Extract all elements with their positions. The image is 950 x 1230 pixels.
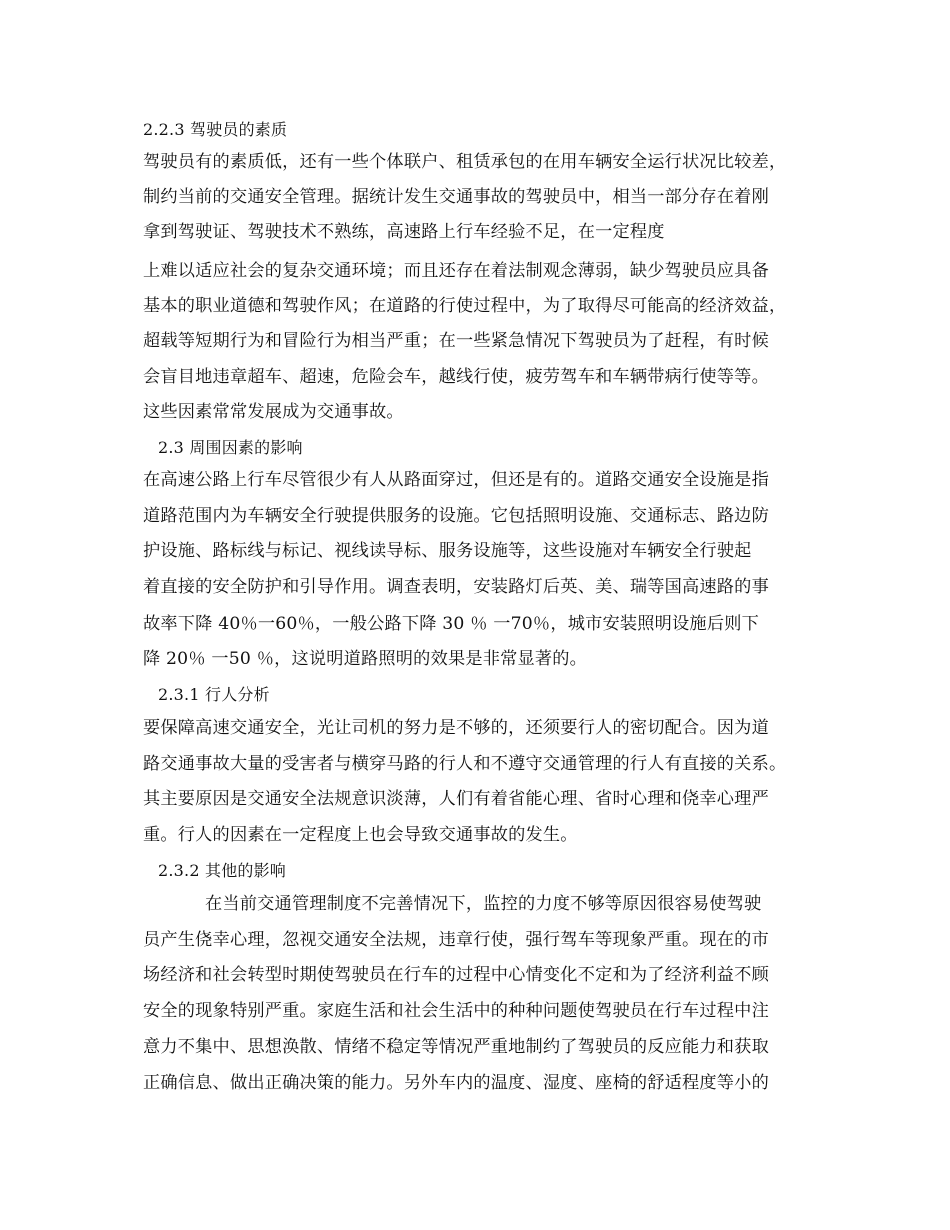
paragraph-line: 要保障高速交通安全，光让司机的努力是不够的，还须要行人的密切配合。因为道 <box>143 718 769 738</box>
section-heading-2-3-2: 2.3.2 其他的影响 <box>158 861 286 880</box>
paragraph-line: 这些因素常常发展成为交通事故。 <box>143 402 404 422</box>
paragraph-line: 超载等短期行为和冒险行为相当严重；在一些紧急情况下驾驶员为了赶程，有时候 <box>143 331 769 351</box>
paragraph-line: 意力不集中、思想涣散、情绪不稳定等情况严重地制约了驾驶员的反应能力和获取 <box>143 1037 769 1057</box>
paragraph-line: 故率下降 40％一60％，一般公路下降 30 ％ 一70％，城市安装照明设施后则下 <box>143 614 759 634</box>
paragraph-line: 道路范围内为车辆安全行驶提供服务的设施。它包括照明设施、交通标志、路边防 <box>143 506 769 526</box>
paragraph-line: 正确信息、做出正确决策的能力。另外车内的温度、湿度、座椅的舒适程度等小的 <box>143 1073 769 1093</box>
paragraph-line: 在当前交通管理制度不完善情况下，监控的力度不够等原因很容易使驾驶 <box>205 894 762 914</box>
paragraph-line: 重。行人的因素在一定程度上也会导致交通事故的发生。 <box>143 825 578 845</box>
paragraph-line: 拿到驾驶证、驾驶技术不熟练，高速路上行车经验不足，在一定程度 <box>143 222 665 242</box>
section-heading-2-2-3: 2.2.3 驾驶员的素质 <box>143 120 288 139</box>
paragraph-line: 其主要原因是交通安全法规意识淡薄，人们有着省能心理、省时心理和侥幸心理严 <box>143 789 769 809</box>
paragraph-line: 会盲目地违章超车、超速，危险会车，越线行使，疲劳驾车和车辆带病行使等等。 <box>143 367 769 387</box>
paragraph-line: 员产生侥幸心理，忽视交通安全法规，违章行使，强行驾车等现象严重。现在的市 <box>143 930 769 950</box>
paragraph-line: 在高速公路上行车尽管很少有人从路面穿过，但还是有的。道路交通安全设施是指 <box>143 470 769 490</box>
paragraph-line: 基本的职业道德和驾驶作风；在道路的行使过程中，为了取得尽可能高的经济效益， <box>143 296 787 316</box>
paragraph-line: 上难以适应社会的复杂交通环境；而且还存在着法制观念薄弱，缺少驾驶员应具备 <box>143 261 769 281</box>
paragraph-line: 场经济和社会转型时期使驾驶员在行车的过程中心情变化不定和为了经济利益不顾 <box>143 965 769 985</box>
section-heading-2-3: 2.3 周围因素的影响 <box>158 438 303 457</box>
paragraph-line: 着直接的安全防护和引导作用。调查表明，安装路灯后英、美、瑞等国高速路的事 <box>143 577 769 597</box>
paragraph-line: 降 20％ 一50 ％，这说明道路照明的效果是非常显著的。 <box>143 649 588 669</box>
paragraph-line: 驾驶员有的素质低，还有一些个体联户、租赁承包的在用车辆安全运行状况比较差， <box>143 152 787 172</box>
paragraph-line: 制约当前的交通安全管理。据统计发生交通事故的驾驶员中，相当一部分存在着刚 <box>143 187 769 207</box>
paragraph-line: 护设施、路标线与标记、视线读导标、服务设施等，这些设施对车辆安全行驶起 <box>143 541 752 561</box>
paragraph-line: 路交通事故大量的受害者与横穿马路的行人和不遵守交通管理的行人有直接的关系。 <box>143 754 787 774</box>
section-heading-2-3-1: 2.3.1 行人分析 <box>158 685 270 704</box>
paragraph-line: 安全的现象特别严重。家庭生活和社会生活中的种种问题使驾驶员在行车过程中注 <box>143 1001 769 1021</box>
